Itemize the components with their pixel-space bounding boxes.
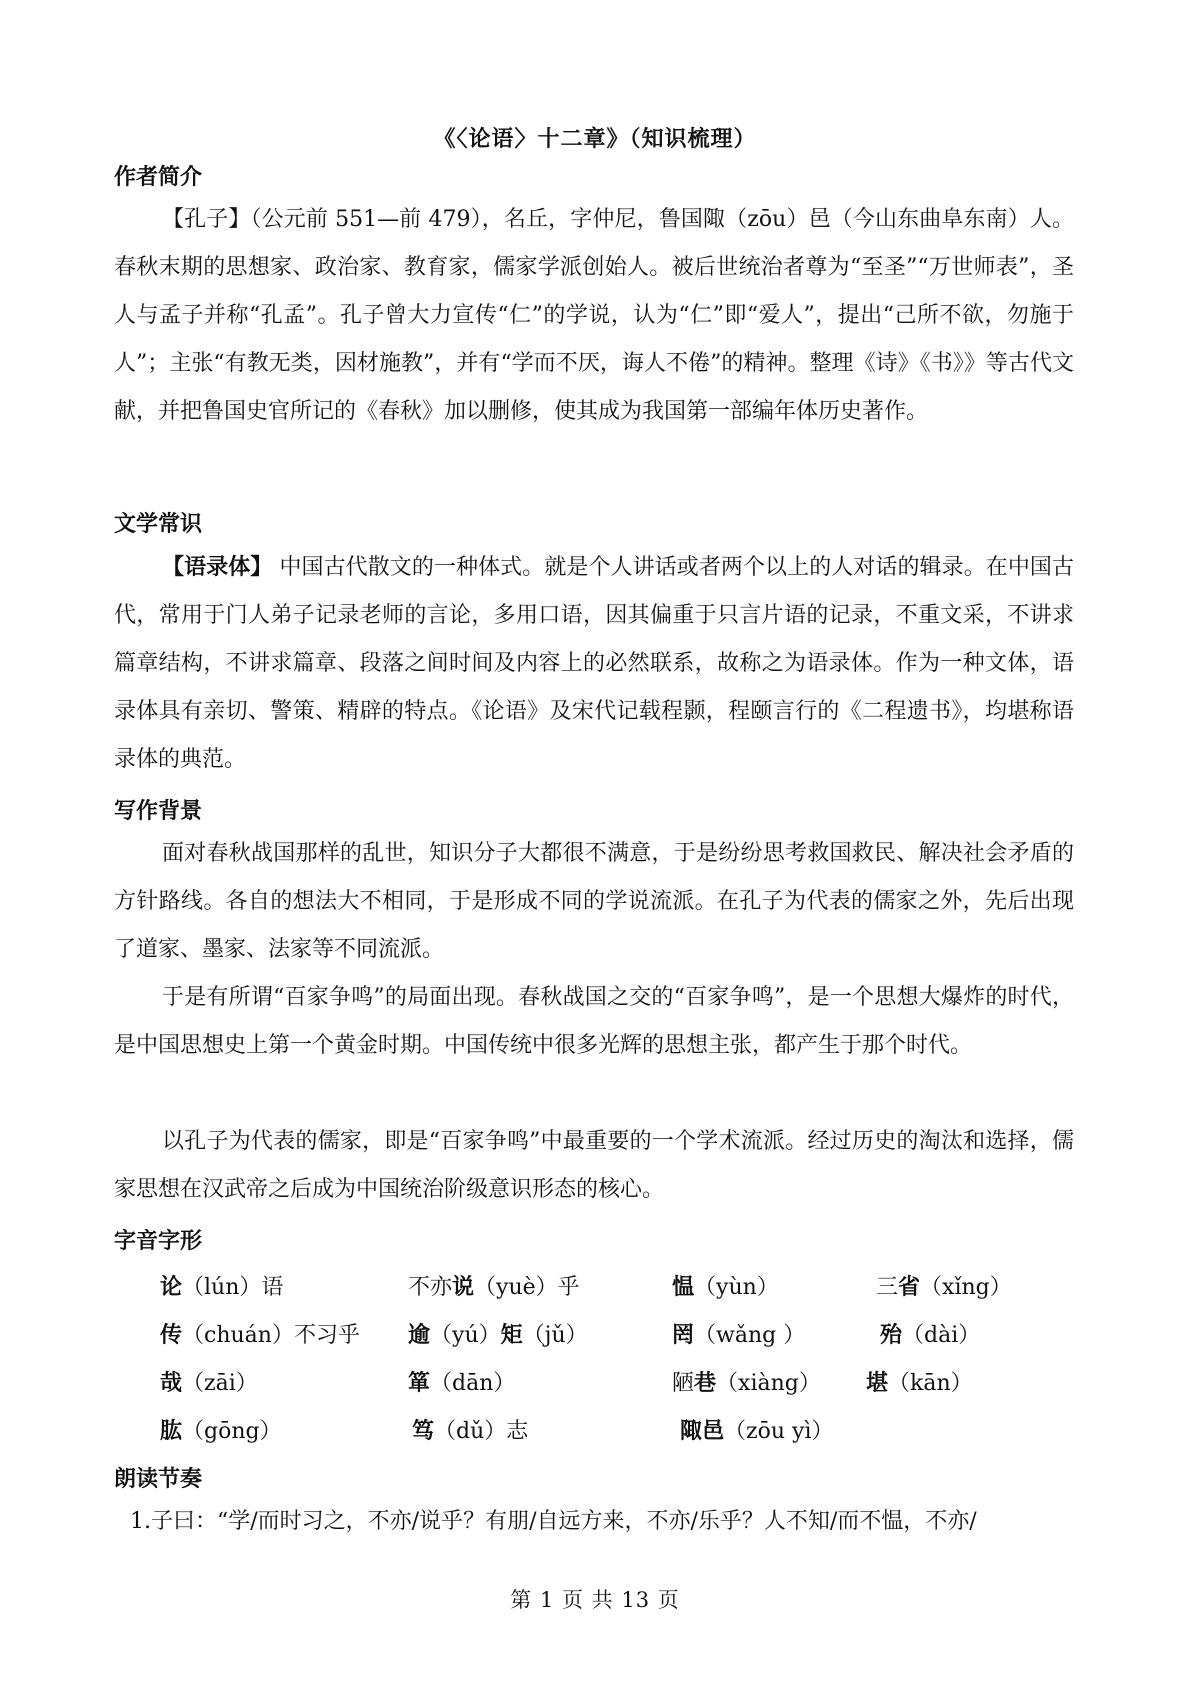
literature-text: 中国古代散文的一种体式。就是个人讲话或者两个以上的人对话的辑录。在中国古代，常用于门人弟子记录老师的言论，多用口语，因其偏重于只言片语的记录，不重文采，不讲求篇章结构，不讲求篇章、段落之间时间及内容上的必然联系，故称之为语录体。作为一种文体，语录体具有亲切、警策、精辟的特点。《论语》及宋代记载程颢，程颐言行的《二程遗书》，均堪称语录体的典范。 (114, 555, 1074, 772)
heading-rhythm: 朗读节奏 (114, 1466, 203, 1492)
heading-pronunciation: 字音字形 (114, 1228, 203, 1254)
pron-item: 箪（dān） (408, 1370, 516, 1396)
heading-author: 作者简介 (114, 164, 203, 190)
heading-literature: 文学常识 (114, 511, 203, 537)
paragraph-background-1: 面对春秋战国那样的乱世，知识分子大都很不满意，于是纷纷思考救国救民、解决社会矛盾的方针路线。各自的想法大不相同，于是形成不同的学说流派。在孔子为代表的儒家之外，先后出现了道家、墨家、法家等不同流派。 (114, 841, 1074, 962)
paragraph-literature (114, 543, 1074, 784)
paragraph-background-2: 于是有所谓“百家争鸣”的局面出现。春秋战国之交的“百家争鸣”，是一个思想大爆炸的时代，是中国思想史上第一个黄金时期。中国传统中很多光辉的思想主张，都产生于那个时代。 (114, 985, 1074, 1058)
bracket-term-kongzi: 【孔子】 (162, 207, 251, 232)
page-footer: 第 1 页 共 13 页 (510, 1588, 680, 1612)
pron-item: 愠（yùn） (672, 1274, 779, 1300)
author-text: （公元前 551—前 479），名丘，字仲尼，鲁国陬（zōu）邑（今山东曲阜东南）人。春秋末期的思想家、政治家、教育家，儒家学派创始人。被后世统治者尊为“至圣”“万世师表”，圣人与孟子并称“孔孟”。孔子曾大力宣传“仁”的学说，认为“仁”即“爱人”，提出“己所不欲，勿施于人”；主张“有教无类，因材施教”，并有“学而不厌，诲人不倦”的精神。整理《诗》《书》》等古代文献，并把鲁国史官所记的《春秋》加以删修，使其成为我国第一部编年体历史著作。 (114, 207, 1074, 424)
pron-item: 陋巷（xiàng） (672, 1370, 821, 1396)
page-title: 《〈论语〉十二章》（知识梳理） (433, 126, 757, 152)
pron-item: 陬邑（zōu yì） (680, 1418, 834, 1444)
pron-item: 罔（wǎng ） (672, 1322, 806, 1348)
rhythm-line-1: 1.子曰：“学/而时习之，不亦/说乎？有朋/自远方来，不亦/乐乎？人不知/而不愠，不亦/ (130, 1509, 977, 1534)
pron-item: 殆（dài） (880, 1322, 981, 1348)
pron-item: 笃（dǔ）志 (412, 1418, 529, 1444)
pron-item: 传（chuán）不习乎 (160, 1322, 360, 1348)
pron-item: 不亦说（yuè）乎 (408, 1274, 580, 1300)
bracket-term-yuluti: 【语录体】 (162, 554, 273, 580)
pron-item: 肱（gōng） (160, 1418, 282, 1444)
pron-item: 三省（xǐng） (876, 1274, 1012, 1300)
pron-item: 论（lún）语 (160, 1274, 284, 1300)
pron-item: 逾（yú）矩（jǔ） (408, 1322, 588, 1348)
paragraph-background-3: 以孔子为代表的儒家，即是“百家争鸣”中最重要的一个学术流派。经过历史的淘汰和选择，儒家思想在汉武帝之后成为中国统治阶级意识形态的核心。 (114, 1129, 1074, 1202)
heading-background: 写作背景 (114, 798, 203, 824)
pron-item: 哉（zāi） (160, 1370, 258, 1396)
pron-item: 堪（kān） (866, 1370, 973, 1396)
paragraph-author (114, 196, 1074, 436)
